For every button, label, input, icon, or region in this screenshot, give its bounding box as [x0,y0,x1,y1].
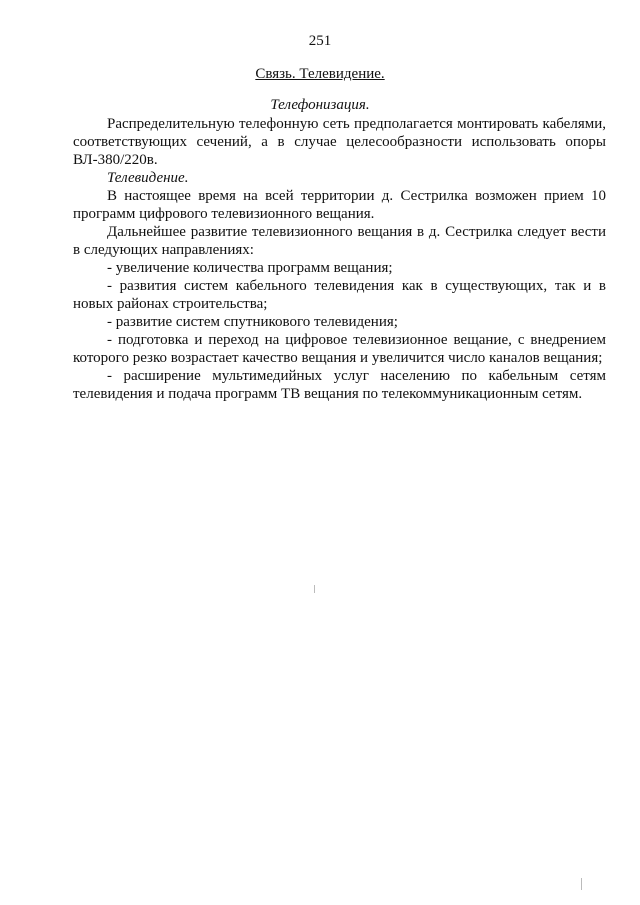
television-paragraph-1: В настоящее время на всей территории д. Сестрилка возможен прием 10 программ цифрового телевизионного вещания. [73,188,606,222]
scan-mark [581,878,582,890]
list-item: - расширение мультимедийных услуг населению по кабельным сетям телевидения и подача программ ТВ вещания по телекоммуникационным сетям. [73,368,606,402]
telephony-paragraph: Распределительную телефонную сеть предполагается монтировать кабелями, соответствующих сечений, а в случае целесообразности использовать опоры ВЛ-380/220в. [73,116,606,168]
television-paragraph-2: Дальнейшее развитие телевизионного вещания в д. Сестрилка следует вести в следующих направлениях: [73,224,606,258]
page-number: 251 [308,33,332,49]
scan-mark [314,585,315,593]
list-item: - увеличение количества программ вещания; [107,260,393,276]
television-heading: Телевидение. [107,170,189,186]
list-item: - развитие систем спутникового телевидения; [107,314,398,330]
document-body [73,115,606,403]
list-item: - подготовка и переход на цифровое телевизионное вещание, с внедрением которого резко возрастает качество вещания и увеличится число каналов вещания; [73,332,606,366]
telephony-heading: Телефонизация. [270,97,370,113]
section-title: Связь. Телевидение. [255,66,385,82]
list-item: - развития систем кабельного телевидения как в существующих, так и в новых районах строительства; [73,278,606,312]
